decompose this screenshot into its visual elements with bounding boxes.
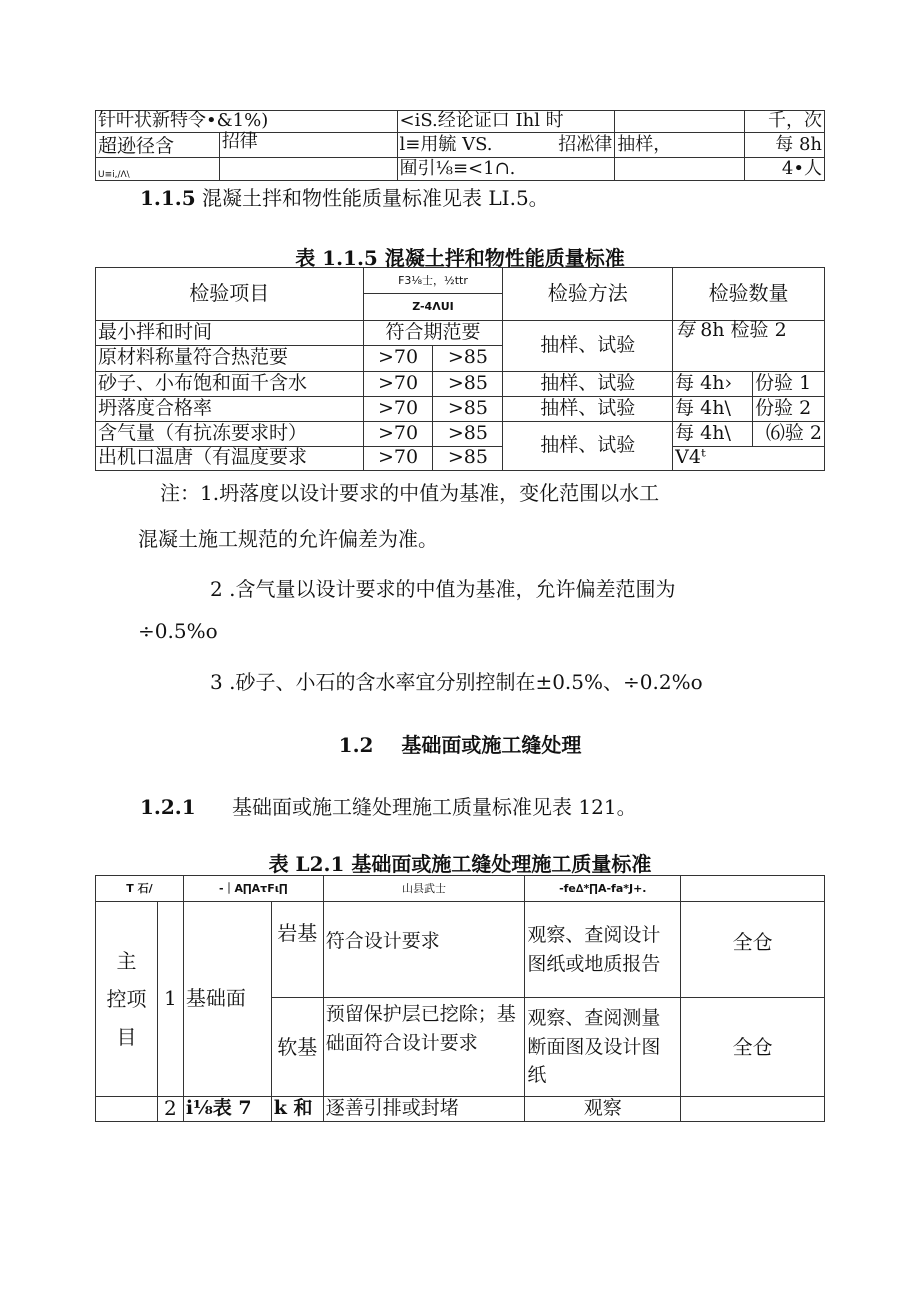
note-1-line-2: 混凝土施工规范的允许偏差为准。	[138, 527, 438, 551]
top-row2-col3b: 招凇律	[558, 133, 613, 155]
section-1-2-title: 基础面或施工缝处理	[401, 733, 582, 757]
top-row1-col1: 针叶状新特令•&1%)	[96, 111, 398, 133]
quantity-merged-12	[673, 320, 825, 371]
row-slump-q2: 份验 2	[753, 396, 825, 421]
table1-caption: 表 1.1.5 混凝土拌和物性能质量标准	[295, 246, 625, 270]
t2-row2-qty	[681, 1096, 825, 1121]
row-sand-b: >85	[433, 371, 503, 396]
row-air-q2: ⑹验 2	[753, 422, 825, 446]
top-row1-col4	[615, 111, 745, 133]
row-sand-a: >70	[363, 371, 433, 396]
row-material-a: >70	[363, 346, 433, 371]
row-material-item: 原材料称量符合热范要	[96, 346, 364, 371]
method-merged-56: 抽样、试验	[503, 422, 673, 471]
t2-group-line-3: 目	[116, 1024, 137, 1049]
row-sand-q2: 份验 1	[753, 371, 825, 396]
t2-header-c2: -｜A∏AτFι∏	[183, 876, 323, 902]
method-merged-12: 抽样、试验	[503, 320, 673, 371]
t2-group-line-1: 主	[116, 948, 137, 973]
row-slump-b: >85	[433, 396, 503, 421]
section-1-2-1	[140, 791, 637, 820]
table-l2-1	[95, 875, 825, 1122]
row-temp-a: >70	[363, 446, 433, 470]
top-row2-col1: 超逊径含	[96, 133, 220, 158]
quantity-merged-12-prefix: 每	[675, 318, 695, 341]
top-row2-col5: 每 8h	[745, 133, 825, 158]
row-sand-q1: 每 4h›	[673, 371, 753, 396]
top-row2-col3a: l≡用毓 VS.	[399, 133, 493, 155]
top-row3-col4	[615, 158, 745, 181]
top-row2-col3	[397, 133, 615, 158]
top-row1-col5: 千，次	[745, 111, 825, 133]
section-1-2	[0, 729, 920, 758]
t2-header-c1: T 石/	[96, 876, 184, 902]
row-temp-b: >85	[433, 446, 503, 470]
note-3: 3 .砂子、小石的含水率宜分别控制在±0.5%、÷0.2%o	[210, 670, 703, 694]
table-1-1-5	[95, 267, 825, 471]
top-row3-col3: 囿引⅛≡<1∩.	[397, 158, 615, 181]
t2-row1-sub1-method: 观察、查阅设计图纸或地质报告	[525, 902, 681, 998]
row-air-b: >85	[433, 422, 503, 446]
section-text: 混凝土拌和物性能质量标准见表 LI.5。	[202, 186, 549, 210]
row-slump-a: >70	[363, 396, 433, 421]
t2-row1-sub2-method: 观察、查阅测量断面图及设计图纸	[525, 998, 681, 1096]
t2-row2-name: i⅛表 7	[183, 1096, 271, 1121]
t2-group-line-2: 控项	[106, 986, 147, 1011]
top-row3-col2	[219, 158, 397, 181]
row-slump-method: 抽样、试验	[503, 396, 673, 421]
t2-row2-type: k 和	[271, 1096, 323, 1121]
t2-row1-name: 基础面	[183, 902, 271, 1097]
t2-row2-std: 逐善引排或封堵	[323, 1096, 525, 1121]
row-air-a: >70	[363, 422, 433, 446]
top-row2-col4: 抽样，	[615, 133, 745, 158]
row-air-q1: 每 4h\	[673, 422, 753, 446]
header-item: 检验项目	[96, 268, 364, 321]
top-partial-table	[95, 110, 825, 181]
t2-row1-num: 1	[157, 902, 183, 1097]
section-1-2-1-number: 1.2.1	[140, 795, 196, 819]
top-row2-col2: 招律	[219, 133, 397, 158]
row-sand-item: 砂子、小布饱和面千含水	[96, 371, 364, 396]
header-quantity: 检验数量	[673, 268, 825, 321]
row-sand-method: 抽样、试验	[503, 371, 673, 396]
header-standard-top: F3⅛士，½ttr	[363, 268, 503, 294]
t2-row1-sub1-type: 岩基	[271, 902, 323, 998]
section-1-2-1-text: 基础面或施工缝处理施工质量标准见表 121。	[232, 795, 637, 819]
header-standard-bottom: Z-4ΛUI	[363, 294, 503, 320]
row-temp-q3: V4ᵗ	[673, 446, 825, 470]
t2-row2-group	[96, 1096, 158, 1121]
top-row3-col1: U≡i,/Λ\	[96, 158, 220, 181]
t2-header-c3: 山县武士	[323, 876, 525, 902]
row-mix-time-std: 符合期范要	[363, 320, 503, 345]
t2-row1-sub1-qty: 全仓	[681, 902, 825, 998]
row-temp-item: 出机口温唐（有温度要求	[96, 446, 364, 470]
note-2-line-1: 2 .含气量以设计要求的中值为基准，允许偏差范围为	[210, 577, 676, 601]
t2-row1-sub2-qty: 全仓	[681, 998, 825, 1096]
row-mix-time-item: 最小拌和时间	[96, 320, 364, 345]
t2-row2-method: 观察	[525, 1096, 681, 1121]
section-1-1-5	[140, 182, 549, 211]
note-2-line-2: ÷0.5%o	[138, 619, 218, 643]
note-1-line-1: 注：1.坍落度以设计要求的中值为基准，变化范围以水工	[160, 481, 660, 505]
row-slump-q1: 每 4h\	[673, 396, 753, 421]
table2-caption: 表 L2.1 基础面或施工缝处理施工质量标准	[268, 852, 652, 876]
section-number: 1.1.5	[140, 186, 196, 210]
quantity-merged-12-rest: 8h 检验 2	[694, 318, 787, 341]
t2-group-main-control	[96, 902, 158, 1097]
section-1-2-number: 1.2	[338, 733, 374, 757]
top-row1-col3: <iS.经论证口 Ihl 时	[397, 111, 615, 133]
row-air-item: 含气量（有抗冻要求时）	[96, 422, 364, 446]
t2-row1-sub1-std: 符合设计要求	[323, 902, 525, 998]
t2-header-c5	[681, 876, 825, 902]
row-slump-item: 坍落度合格率	[96, 396, 364, 421]
t2-row1-sub2-std: 预留保护层已挖除；基础面符合设计要求	[323, 998, 525, 1096]
t2-header-c4: -fe∆*∏A-fa*J+.	[525, 876, 681, 902]
t2-row1-sub2-type: 软基	[271, 998, 323, 1096]
top-row3-col5: 4•人	[745, 158, 825, 181]
row-material-b: >85	[433, 346, 503, 371]
t2-row2-num: 2	[157, 1096, 183, 1121]
header-method: 检验方法	[503, 268, 673, 321]
